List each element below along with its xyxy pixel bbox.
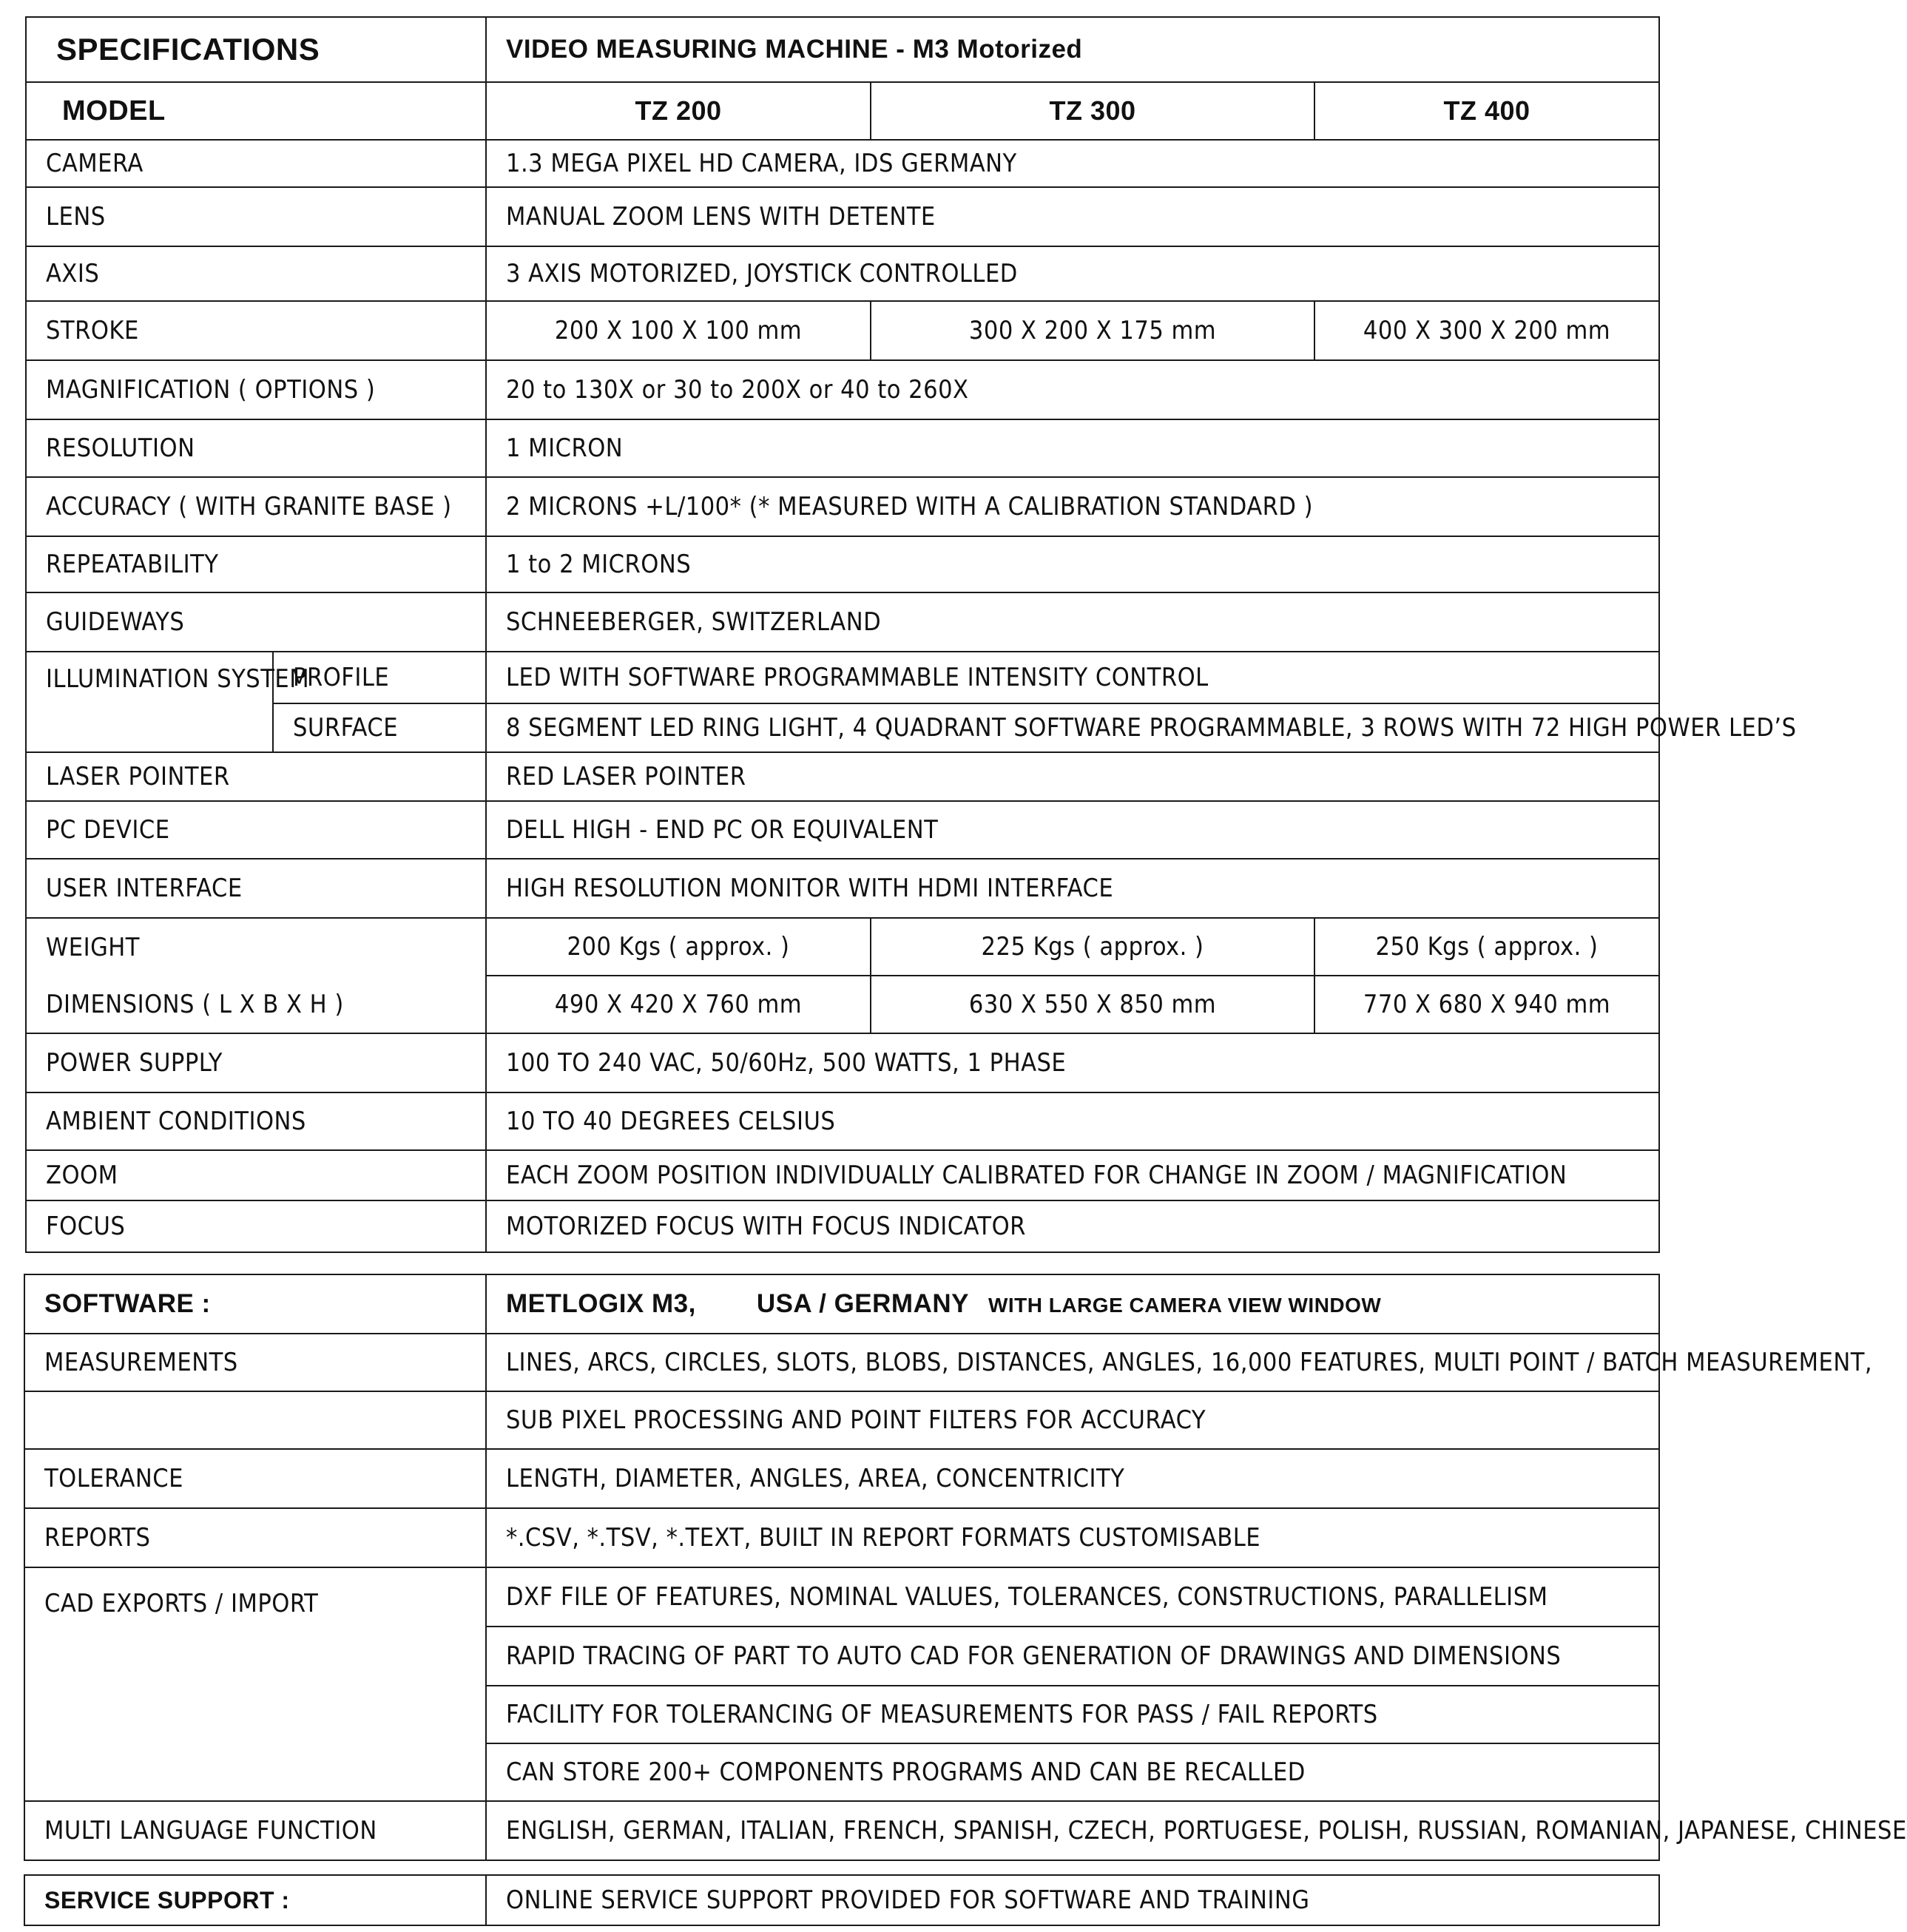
ui-value: HIGH RESOLUTION MONITOR WITH HDMI INTERFACE (486, 859, 1659, 918)
cad-value-4: CAN STORE 200+ COMPONENTS PROGRAMS AND CAN BE RECALLED (486, 1743, 1659, 1801)
measurements-row (24, 1334, 1659, 1391)
magnification-value: 20 to 130X or 30 to 200X or 40 to 260X (486, 360, 1659, 419)
weight-row (26, 918, 1659, 976)
ui-label: USER INTERFACE (26, 859, 486, 918)
stroke-label: STROKE (26, 301, 486, 360)
stroke-row (26, 301, 1659, 360)
laser-row (26, 752, 1659, 801)
repeatability-value: 1 to 2 MICRONS (486, 536, 1659, 592)
power-row (26, 1033, 1659, 1092)
repeatability-row (26, 536, 1659, 592)
illumination-profile-row (26, 652, 1659, 703)
dimensions-label: DIMENSIONS ( L X B X H ) (26, 976, 486, 1033)
lens-row (26, 187, 1659, 246)
resolution-row (26, 419, 1659, 477)
ui-row (26, 859, 1659, 918)
measurements-blank (24, 1391, 486, 1449)
reports-row (24, 1508, 1659, 1567)
model-row (26, 82, 1659, 140)
accuracy-value: 2 MICRONS +L/100* (* MEASURED WITH A CALIBRATION STANDARD ) (486, 477, 1659, 536)
service-row (24, 1875, 1659, 1925)
specs-header-row (26, 17, 1659, 82)
software-origin: USA / GERMANY (756, 1289, 969, 1318)
tolerance-value: LENGTH, DIAMETER, ANGLES, AREA, CONCENTRICITY (486, 1449, 1659, 1508)
zoom-row (26, 1150, 1659, 1200)
power-label: POWER SUPPLY (26, 1033, 486, 1092)
illumination-surface-value: 8 SEGMENT LED RING LIGHT, 4 QUADRANT SOFTWARE PROGRAMMABLE, 3 ROWS WITH 72 HIGH POWER LED’S (486, 703, 1659, 752)
ambient-value: 10 TO 40 DEGREES CELSIUS (486, 1092, 1659, 1150)
guideways-value: SCHNEEBERGER, SWITZERLAND (486, 592, 1659, 652)
software-label: SOFTWARE : (24, 1274, 486, 1334)
specifications-table (25, 16, 1797, 1253)
language-value: ENGLISH, GERMAN, ITALIAN, FRENCH, SPANISH, CZECH, PORTUGESE, POLISH, RUSSIAN, ROMANIAN, JAPANESE, CHINESE (486, 1801, 1659, 1860)
cad-row-1 (24, 1567, 1659, 1627)
specifications-title: SPECIFICATIONS (26, 17, 486, 82)
ambient-row (26, 1092, 1659, 1150)
reports-value: *.CSV, *.TSV, *.TEXT, BUILT IN REPORT FORMATS CUSTOMISABLE (486, 1508, 1659, 1567)
axis-label: AXIS (26, 246, 486, 301)
dimensions-tz300: 630 X 550 X 850 mm (871, 976, 1314, 1033)
focus-value: MOTORIZED FOCUS WITH FOCUS INDICATOR (486, 1200, 1659, 1252)
power-value: 100 TO 240 VAC, 50/60Hz, 500 WATTS, 1 PHASE (486, 1033, 1659, 1092)
measurements-label: MEASUREMENTS (24, 1334, 486, 1391)
focus-row (26, 1200, 1659, 1252)
camera-row (26, 140, 1659, 187)
software-name: METLOGIX M3, (506, 1289, 696, 1318)
repeatability-label: REPEATABILITY (26, 536, 486, 592)
software-title (486, 1274, 1659, 1334)
measurements-value-2: SUB PIXEL PROCESSING AND POINT FILTERS FOR ACCURACY (486, 1391, 1659, 1449)
weight-tz200: 200 Kgs ( approx. ) (486, 918, 871, 976)
cad-value-3: FACILITY FOR TOLERANCING OF MEASUREMENTS FOR PASS / FAIL REPORTS (486, 1686, 1659, 1743)
resolution-label: RESOLUTION (26, 419, 486, 477)
cad-label: CAD EXPORTS / IMPORT (24, 1567, 486, 1801)
pc-value: DELL HIGH - END PC OR EQUIVALENT (486, 801, 1659, 859)
weight-tz300: 225 Kgs ( approx. ) (871, 918, 1314, 976)
service-table (24, 1874, 1660, 1926)
dimensions-row (26, 976, 1659, 1033)
illumination-surface-label: SURFACE (273, 703, 486, 752)
reports-label: REPORTS (24, 1508, 486, 1567)
tolerance-label: TOLERANCE (24, 1449, 486, 1508)
dimensions-tz200: 490 X 420 X 760 mm (486, 976, 871, 1033)
model-label: MODEL (26, 82, 486, 140)
service-label: SERVICE SUPPORT : (24, 1875, 486, 1925)
stroke-tz400: 400 X 300 X 200 mm (1314, 301, 1659, 360)
pc-label: PC DEVICE (26, 801, 486, 859)
software-note: WITH LARGE CAMERA VIEW WINDOW (988, 1294, 1382, 1317)
dimensions-tz400: 770 X 680 X 940 mm (1314, 976, 1659, 1033)
axis-value: 3 AXIS MOTORIZED, JOYSTICK CONTROLLED (486, 246, 1659, 301)
software-table (24, 1274, 1907, 1861)
zoom-label: ZOOM (26, 1150, 486, 1200)
lens-value: MANUAL ZOOM LENS WITH DETENTE (486, 187, 1659, 246)
stroke-tz200: 200 X 100 X 100 mm (486, 301, 871, 360)
focus-label: FOCUS (26, 1200, 486, 1252)
camera-label: CAMERA (26, 140, 486, 187)
model-tz400: TZ 400 (1314, 82, 1659, 140)
guideways-row (26, 592, 1659, 652)
camera-value: 1.3 MEGA PIXEL HD CAMERA, IDS GERMANY (486, 140, 1659, 187)
language-row (24, 1801, 1659, 1860)
illumination-profile-label: PROFILE (273, 652, 486, 703)
zoom-value: EACH ZOOM POSITION INDIVIDUALLY CALIBRATED FOR CHANGE IN ZOOM / MAGNIFICATION (486, 1150, 1659, 1200)
service-value: ONLINE SERVICE SUPPORT PROVIDED FOR SOFTWARE AND TRAINING (486, 1875, 1659, 1925)
cad-value-1: DXF FILE OF FEATURES, NOMINAL VALUES, TOLERANCES, CONSTRUCTIONS, PARALLELISM (486, 1567, 1659, 1627)
laser-value: RED LASER POINTER (486, 752, 1659, 801)
model-tz200: TZ 200 (486, 82, 871, 140)
measurements-row-2 (24, 1391, 1659, 1449)
tolerance-row (24, 1449, 1659, 1508)
language-label: MULTI LANGUAGE FUNCTION (24, 1801, 486, 1860)
model-tz300: TZ 300 (871, 82, 1314, 140)
machine-title: VIDEO MEASURING MACHINE - M3 Motorized (486, 17, 1659, 82)
measurements-value-1: LINES, ARCS, CIRCLES, SLOTS, BLOBS, DISTANCES, ANGLES, 16,000 FEATURES, MULTI POINT / BATCH MEASUREMENT, (486, 1334, 1659, 1391)
pc-row (26, 801, 1659, 859)
stroke-tz300: 300 X 200 X 175 mm (871, 301, 1314, 360)
weight-label: WEIGHT (26, 918, 486, 976)
laser-label: LASER POINTER (26, 752, 486, 801)
illumination-label: ILLUMINATION SYSTEM (26, 652, 273, 752)
magnification-row (26, 360, 1659, 419)
resolution-value: 1 MICRON (486, 419, 1659, 477)
axis-row (26, 246, 1659, 301)
weight-tz400: 250 Kgs ( approx. ) (1314, 918, 1659, 976)
illumination-profile-value: LED WITH SOFTWARE PROGRAMMABLE INTENSITY CONTROL (486, 652, 1659, 703)
ambient-label: AMBIENT CONDITIONS (26, 1092, 486, 1150)
lens-label: LENS (26, 187, 486, 246)
cad-value-2: RAPID TRACING OF PART TO AUTO CAD FOR GENERATION OF DRAWINGS AND DIMENSIONS (486, 1627, 1659, 1686)
accuracy-label: ACCURACY ( WITH GRANITE BASE ) (26, 477, 486, 536)
magnification-label: MAGNIFICATION ( OPTIONS ) (26, 360, 486, 419)
guideways-label: GUIDEWAYS (26, 592, 486, 652)
accuracy-row (26, 477, 1659, 536)
software-header-row (24, 1274, 1659, 1334)
